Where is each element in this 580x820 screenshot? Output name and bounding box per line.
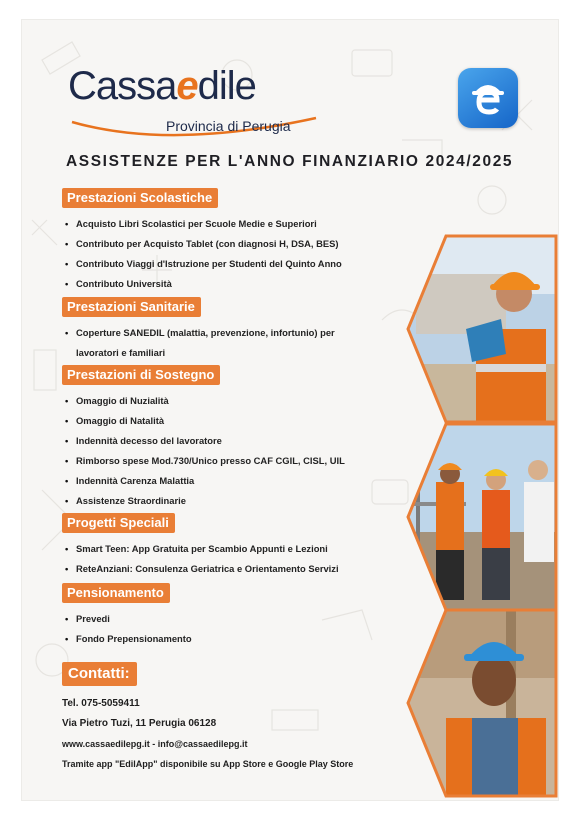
list-item: • Prevedi [62,609,432,629]
edilapp-icon [458,68,518,128]
contact-web-email: www.cassaedilepg.it - info@cassaedilepg.it [62,739,248,749]
logo-brand-prefix: Cassa [68,64,177,108]
list-item: • Contributo per Acquisto Tablet (con diagnosi H, DSA, BES) [62,234,432,254]
list-item: • Contributo Viaggi d'Istruzione per Studenti del Quinto Anno [62,254,432,274]
list-item: • Rimborso spese Mod.730/Unico presso CAF CGIL, CISL, UIL [62,451,432,471]
contact-app-availability: Tramite app "EdilApp" disponibile su App Store e Google Play Store [62,759,354,769]
female-worker-photo [406,608,558,798]
logo-wordmark [68,64,256,109]
section-prestazioni-sanitarie [62,297,432,363]
list-item: • Coperture SANEDIL (malattia, prevenzione, infortunio) per lavoratori e familiari [62,323,376,363]
list-item: • Smart Teen: App Gratuita per Scambio Appunti e Lezioni [62,539,432,559]
flyer-page [22,20,558,800]
section-pensionamento [62,583,432,649]
section-contatti [62,662,432,774]
section-prestazioni-di-sostegno [62,365,432,511]
worker-photo [406,234,558,424]
list-item: • Indennità Carenza Malattia [62,471,432,491]
section-prestazioni-scolastiche [62,188,432,294]
list-item: • Omaggio di Natalità [62,411,432,431]
logo-brand-suffix: dile [197,64,256,108]
contact-phone: Tel. 075-5059411 [62,698,140,709]
list-item: • Acquisto Libri Scolastici per Scuole Medie e Superiori [62,214,432,234]
logo-subtitle: Provincia di Perugia [166,118,291,134]
section-title: Prestazioni Sanitarie [62,297,201,317]
logo-brand-e: e [176,64,198,108]
section-title: Prestazioni Scolastiche [62,188,218,208]
list-item: • ReteAnziani: Consulenza Geriatrica e Orientamento Servizi [62,559,432,579]
list-item: • Assistenze Straordinarie [62,491,432,511]
construction-team-photo [406,422,558,612]
section-title: Progetti Speciali [62,513,175,533]
list-item: • Contributo Università [62,274,432,294]
list-item: • Omaggio di Nuzialità [62,391,432,411]
section-title: Pensionamento [62,583,170,603]
contacts-title: Contatti: [62,662,137,686]
section-title: Prestazioni di Sostegno [62,365,220,385]
section-progetti-speciali [62,513,432,579]
cassaedile-logo [68,64,328,146]
list-item: • Indennità decesso del lavoratore [62,431,432,451]
list-item: • Fondo Prepensionamento [62,629,432,649]
contact-address: Via Pietro Tuzi, 11 Perugia 06128 [62,718,217,729]
page-title: ASSISTENZE PER L'ANNO FINANZIARIO 2024/2025 [66,153,514,170]
